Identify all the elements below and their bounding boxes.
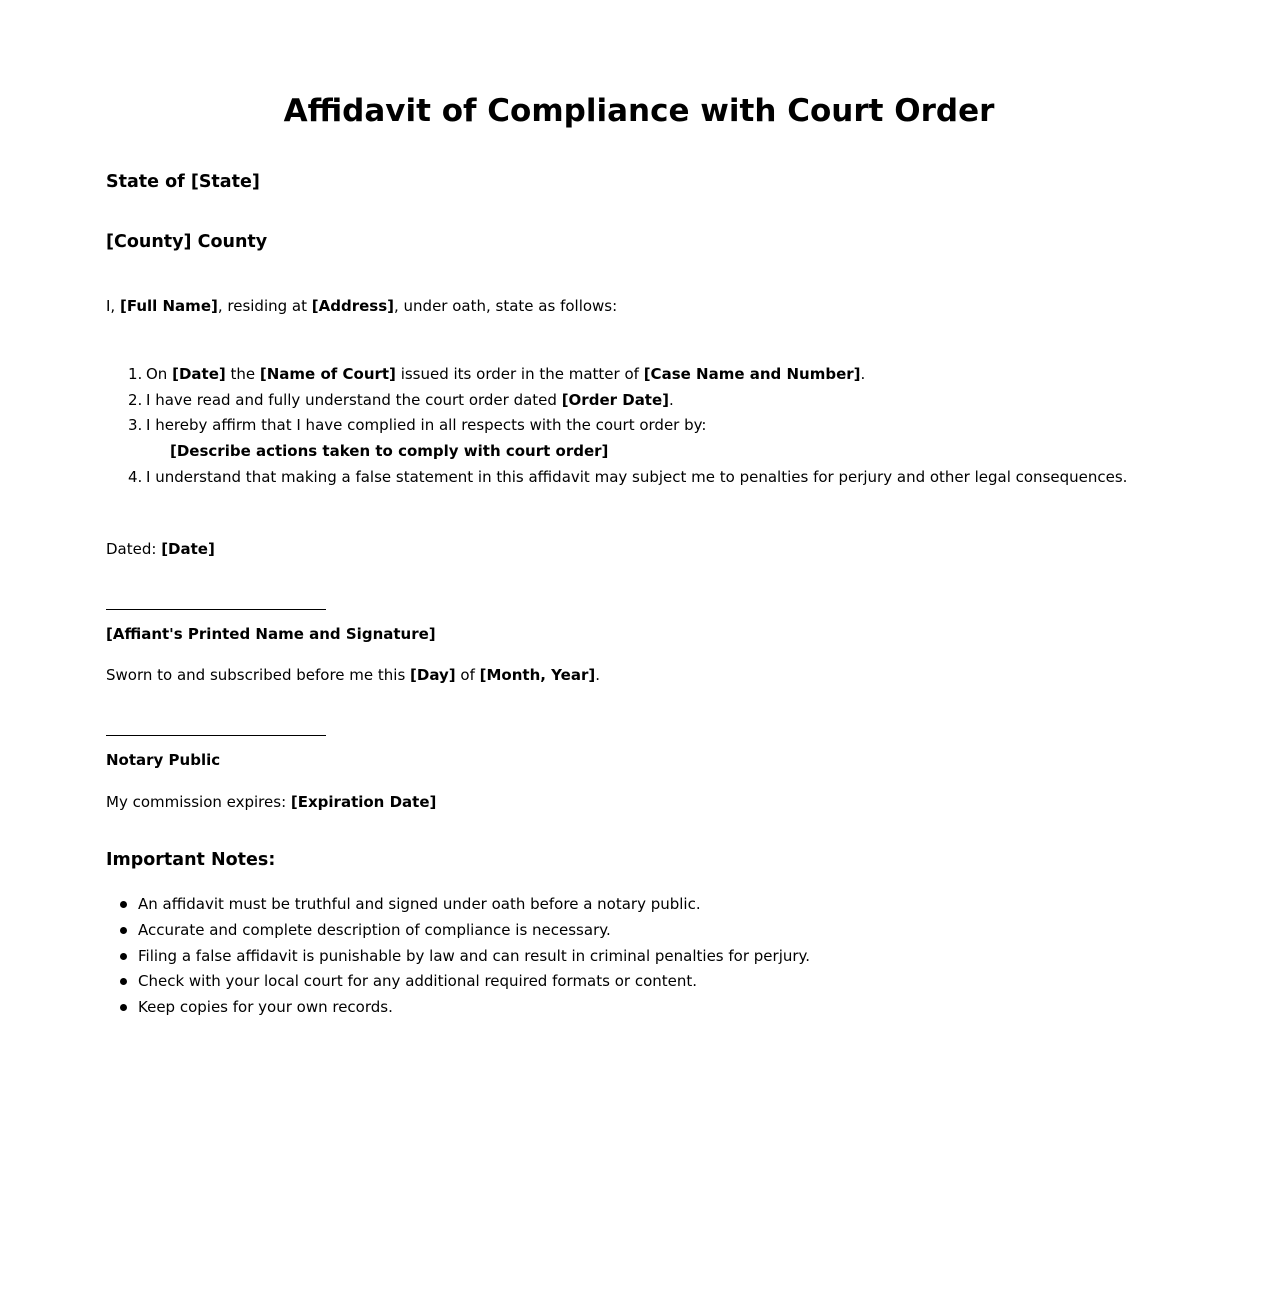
full-name-placeholder: [Full Name] <box>119 297 218 315</box>
statement-item <box>106 413 1127 464</box>
statement-number: 2. <box>128 390 143 409</box>
statement-text: I have read and fully understand the court order dated <box>146 390 562 409</box>
note-item: Accurate and complete description of compliance is necessary. <box>106 918 810 944</box>
dated-placeholder: [Date] <box>161 540 215 558</box>
notes-heading: Important Notes: <box>106 850 276 870</box>
order-date-placeholder: [Date] <box>172 365 226 383</box>
statement-text: I hereby affirm that I have complied in all respects with the court order by: <box>146 416 707 435</box>
court-name-placeholder: [Name of Court] <box>259 365 396 383</box>
statement-item <box>106 388 1127 414</box>
case-name-placeholder: [Case Name and Number] <box>643 365 861 383</box>
statement-number: 3. <box>128 416 143 435</box>
statement-list <box>106 362 1127 491</box>
note-item: An affidavit must be truthful and signed under oath before a notary public. <box>106 892 810 918</box>
dated-line <box>106 538 215 560</box>
intro-paragraph <box>106 295 617 317</box>
dated-label: Dated: <box>106 540 162 558</box>
note-item: Check with your local court for any additional required formats or content. <box>106 969 810 995</box>
month-year-placeholder: [Month, Year] <box>479 666 596 684</box>
statement-item <box>106 362 1127 388</box>
commission-line <box>106 791 436 813</box>
statement-number: 1. <box>128 365 143 383</box>
sworn-text: . <box>595 666 600 684</box>
statement-number: 4. <box>128 467 143 486</box>
note-item: Keep copies for your own records. <box>106 995 810 1021</box>
statement-text: On <box>146 365 173 383</box>
order-date-placeholder: [Order Date] <box>561 390 670 409</box>
note-item: Filing a false affidavit is punishable by law and can result in criminal penalties for perjury. <box>106 944 810 970</box>
statement-text: . <box>669 390 674 409</box>
commission-label: My commission expires: <box>106 793 291 811</box>
expiration-date-placeholder: [Expiration Date] <box>290 793 437 811</box>
document-title: Affidavit of Compliance with Court Order <box>283 93 995 129</box>
statement-text: . <box>860 365 866 383</box>
county-heading: [County] County <box>106 232 268 252</box>
day-placeholder: [Day] <box>410 666 456 684</box>
sworn-statement <box>106 664 600 686</box>
notary-signature-line <box>106 735 326 736</box>
sworn-text: Sworn to and subscribed before me this <box>106 666 411 684</box>
actions-placeholder: [Describe actions taken to comply with court order] <box>170 442 609 461</box>
intro-text: I, <box>106 297 120 315</box>
address-placeholder: [Address] <box>311 297 394 315</box>
affiant-signature-line <box>106 609 326 610</box>
affiant-signature-label: [Affiant's Printed Name and Signature] <box>106 625 436 643</box>
statement-item <box>106 465 1127 491</box>
state-heading: State of [State] <box>106 172 260 192</box>
statement-text: issued its order in the matter of <box>395 365 644 383</box>
sworn-text: of <box>455 666 480 684</box>
statement-text: I understand that making a false statement in this affidavit may subject me to penalties for perjury and other legal consequences. <box>146 467 1128 486</box>
notary-public-label: Notary Public <box>106 751 221 769</box>
statement-text: the <box>225 365 260 383</box>
intro-text: , residing at <box>217 297 312 315</box>
intro-text: , under oath, state as follows: <box>394 297 618 315</box>
notes-list <box>106 892 810 1021</box>
